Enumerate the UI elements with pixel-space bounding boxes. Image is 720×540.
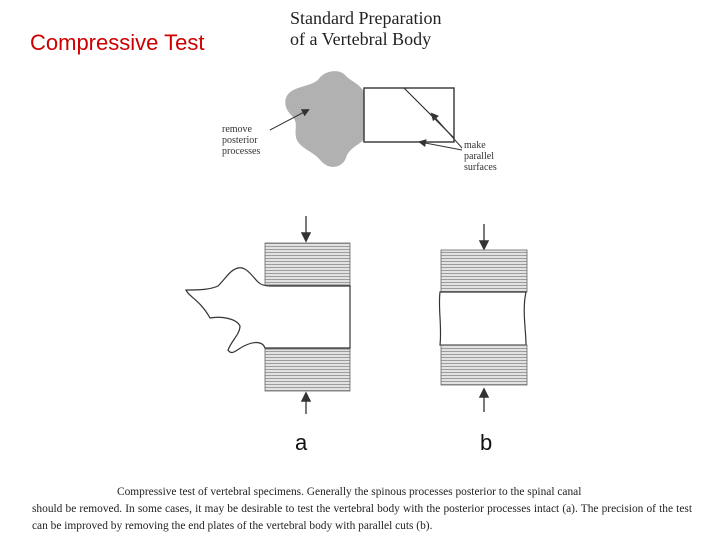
figure-heading-line-1: Standard Preparation: [290, 8, 442, 28]
figure-caption: [32, 484, 692, 535]
label-remove-line-3: processes: [222, 146, 261, 157]
label-parallel-line-2: parallel: [464, 151, 494, 162]
vertebra-silhouette: [285, 71, 364, 167]
platen-bottom-a: [265, 349, 350, 391]
panel-label-b: b: [480, 430, 493, 455]
figure-heading-line-2: of a Vertebral Body: [290, 29, 432, 49]
label-make-parallel-surfaces: [464, 140, 497, 173]
vertebral-body-block: [364, 88, 454, 142]
caption-line-2: should be removed. In some cases, it may be desirable to test the vertebral body with the posterior processes intact: [32, 503, 560, 515]
parallel-pointer-2: [420, 142, 462, 150]
label-parallel-line-3: surfaces: [464, 162, 497, 173]
caption-line-1: Compressive test of vertebral specimens. Generally the spinous processes posterior to the spinal canal: [117, 486, 582, 498]
platen-top-b: [441, 250, 527, 292]
caption-line-3: (a). The precision of the test can be improved by removing the end plates of the vertebral body with parallel cuts (b).: [32, 503, 692, 532]
label-remove-line-2: posterior: [222, 135, 258, 146]
platen-top-a: [265, 243, 350, 285]
label-remove-posterior-processes: [222, 124, 260, 157]
vertebra-b: [439, 292, 526, 345]
label-remove-line-1: remove: [222, 124, 252, 135]
slide-title: Compressive Test: [30, 30, 205, 55]
platen-bottom-b: [441, 345, 527, 385]
label-parallel-line-1: make: [464, 140, 486, 151]
panel-label-a: a: [295, 430, 308, 455]
